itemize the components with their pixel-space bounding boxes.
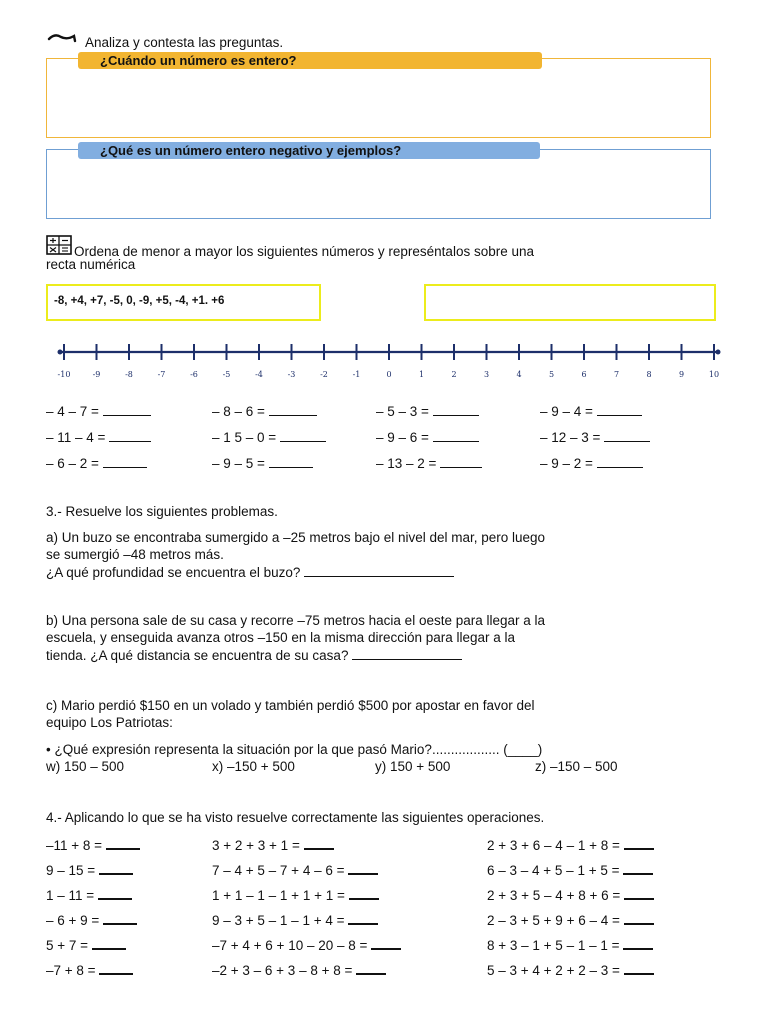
exercise-expression: – 12 – 3 = bbox=[540, 430, 605, 445]
number-line-label: 9 bbox=[678, 370, 685, 379]
exercise-item bbox=[540, 403, 642, 419]
operation-item bbox=[46, 911, 137, 928]
exercise-expression: – 4 – 7 = bbox=[46, 404, 103, 419]
number-line-label: -6 bbox=[190, 370, 198, 379]
exercise-item bbox=[376, 429, 479, 445]
section2-instruction-line1: Ordena de menor a mayor los siguientes números y represéntalos sobre una bbox=[74, 244, 534, 259]
answer-blank[interactable] bbox=[348, 861, 378, 875]
problem-b-line2: escuela, y enseguida avanza otros –150 en la misma dirección para llegar a la bbox=[46, 630, 516, 645]
problem-c-question: • ¿Qué expresión representa la situación por la que pasó Mario?.................. (____) bbox=[46, 742, 543, 757]
answer-blank[interactable] bbox=[98, 886, 132, 900]
number-line-label: -9 bbox=[92, 370, 101, 379]
operation-expression: –7 + 8 = bbox=[46, 963, 100, 978]
question-tab-q2: ¿Qué es un número entero negativo y ejemplos? bbox=[78, 142, 540, 159]
number-line-label: 0 bbox=[386, 370, 392, 379]
operation-item bbox=[212, 961, 386, 978]
exercise-expression: – 11 – 4 = bbox=[46, 430, 110, 445]
problem-b-line1: b) Una persona sale de su casa y recorre –75 metros hacia el oeste para llegar a la bbox=[46, 613, 546, 628]
exercise-expression: – 8 – 6 = bbox=[212, 404, 269, 419]
answer-blank[interactable] bbox=[109, 429, 151, 442]
number-line-label: 6 bbox=[581, 370, 587, 379]
operation-expression: –11 + 8 = bbox=[46, 838, 106, 853]
operation-expression: –7 + 4 + 6 + 10 – 20 – 8 = bbox=[212, 938, 372, 953]
number-line-label: -7 bbox=[157, 370, 166, 379]
number-line-start-dot bbox=[58, 350, 63, 355]
operation-item bbox=[212, 886, 379, 903]
operation-expression: 3 + 2 + 3 + 1 = bbox=[212, 838, 304, 853]
number-line bbox=[50, 338, 730, 388]
number-line-label: -2 bbox=[320, 370, 328, 379]
option-z[interactable]: z) –150 – 500 bbox=[535, 759, 618, 774]
answer-blank[interactable] bbox=[269, 403, 317, 416]
problem-a-line3 bbox=[46, 564, 454, 580]
option-y[interactable]: y) 150 + 500 bbox=[375, 759, 451, 774]
problem-a-question: ¿A qué profundidad se encuentra el buzo? bbox=[46, 565, 301, 580]
answer-blank[interactable] bbox=[99, 861, 133, 875]
operation-expression: 6 – 3 – 4 + 5 – 1 + 5 = bbox=[487, 863, 624, 878]
operation-expression: 2 + 3 + 6 – 4 – 1 + 8 = bbox=[487, 838, 624, 853]
operation-item bbox=[487, 961, 654, 978]
problem-c-line1: c) Mario perdió $150 en un volado y también perdió $500 por apostar en favor del bbox=[46, 698, 535, 713]
answer-blank[interactable] bbox=[623, 861, 653, 875]
operation-expression: 1 + 1 – 1 – 1 + 1 + 1 = bbox=[212, 888, 349, 903]
answer-blank[interactable] bbox=[349, 886, 379, 900]
problem-b-line3 bbox=[46, 647, 462, 663]
section2-instruction-line2: recta numérica bbox=[46, 257, 136, 272]
exercise-item bbox=[46, 403, 151, 419]
exercise-expression: – 1 5 – 0 = bbox=[212, 430, 280, 445]
problem-c-line2: equipo Los Patriotas: bbox=[46, 715, 173, 730]
exercise-item bbox=[212, 455, 313, 471]
answer-box-q2[interactable] bbox=[46, 149, 711, 219]
operation-item bbox=[487, 836, 654, 853]
exercise-expression: – 13 – 2 = bbox=[376, 456, 441, 471]
answer-blank-a[interactable] bbox=[304, 564, 454, 577]
number-line-label: 8 bbox=[646, 370, 652, 379]
number-line-label: -5 bbox=[222, 370, 231, 379]
number-line-end-dot bbox=[716, 350, 721, 355]
operation-expression: 8 + 3 – 1 + 5 – 1 – 1 = bbox=[487, 938, 624, 953]
answer-box-q1[interactable] bbox=[46, 58, 711, 138]
answer-blank[interactable] bbox=[99, 961, 133, 975]
operation-item bbox=[487, 936, 653, 953]
answer-blank[interactable] bbox=[433, 429, 479, 442]
operation-expression: 2 + 3 + 5 – 4 + 8 + 6 = bbox=[487, 888, 624, 903]
exercise-expression: – 9 – 6 = bbox=[376, 430, 433, 445]
operation-expression: –2 + 3 – 6 + 3 – 8 + 8 = bbox=[212, 963, 357, 978]
section3-title: 3.- Resuelve los siguientes problemas. bbox=[46, 504, 278, 519]
exercise-item bbox=[212, 429, 326, 445]
ordered-answer-box[interactable] bbox=[424, 284, 716, 321]
answer-blank[interactable] bbox=[92, 936, 126, 950]
number-line-label: -10 bbox=[57, 370, 71, 379]
operation-item bbox=[212, 836, 334, 853]
pencil-stroke-icon bbox=[47, 32, 77, 44]
number-line-label: -1 bbox=[352, 370, 361, 379]
operation-expression: 1 – 11 = bbox=[46, 888, 98, 903]
number-line-label: -3 bbox=[287, 370, 296, 379]
answer-blank-b[interactable] bbox=[352, 647, 462, 660]
operation-expression: 7 – 4 + 5 – 7 + 4 – 6 = bbox=[212, 863, 349, 878]
answer-blank[interactable] bbox=[597, 455, 643, 468]
operation-item bbox=[46, 836, 140, 853]
number-line-label: 4 bbox=[516, 370, 522, 379]
number-line-label: 1 bbox=[418, 370, 425, 379]
answer-blank[interactable] bbox=[623, 936, 653, 950]
answer-blank[interactable] bbox=[356, 961, 386, 975]
number-line-label: 10 bbox=[708, 370, 720, 379]
number-line-label: -4 bbox=[255, 370, 263, 379]
operation-expression: – 6 + 9 = bbox=[46, 913, 104, 928]
answer-blank[interactable] bbox=[440, 455, 482, 468]
exercise-expression: – 9 – 5 = bbox=[212, 456, 269, 471]
operation-item bbox=[212, 861, 378, 878]
number-line-label: 3 bbox=[483, 370, 490, 379]
number-line-label: -8 bbox=[125, 370, 133, 379]
option-w[interactable]: w) 150 – 500 bbox=[46, 759, 125, 774]
operation-item bbox=[487, 861, 653, 878]
answer-blank[interactable] bbox=[348, 911, 378, 925]
operation-expression: 9 – 15 = bbox=[46, 863, 99, 878]
calculator-icon bbox=[46, 235, 72, 255]
problem-b-question: tienda. ¿A qué distancia se encuentra de su casa? bbox=[46, 648, 349, 663]
numbers-box bbox=[46, 284, 321, 321]
exercise-item bbox=[376, 403, 479, 419]
problem-a-line1: a) Un buzo se encontraba sumergido a –25 metros bajo el nivel del mar, pero luego bbox=[46, 530, 546, 545]
answer-blank[interactable] bbox=[597, 403, 642, 416]
answer-blank[interactable] bbox=[106, 836, 140, 850]
operation-item bbox=[212, 936, 401, 953]
exercise-expression: – 6 – 2 = bbox=[46, 456, 103, 471]
problem-a-line2: se sumergió –48 metros más. bbox=[46, 547, 224, 562]
number-line-label: 5 bbox=[548, 370, 555, 379]
option-x[interactable]: x) –150 + 500 bbox=[212, 759, 295, 774]
numbers-list: -8, +4, +7, -5, 0, -9, +5, -4, +1. +6 bbox=[54, 295, 225, 307]
exercise-item bbox=[46, 455, 147, 471]
number-line-label: 2 bbox=[451, 370, 457, 379]
exercise-item bbox=[540, 455, 643, 471]
answer-blank[interactable] bbox=[433, 403, 479, 416]
answer-blank[interactable] bbox=[371, 936, 401, 950]
section4-title: 4.- Aplicando lo que se ha visto resuelve correctamente las siguientes operaciones. bbox=[46, 810, 545, 825]
operation-expression: 5 + 7 = bbox=[46, 938, 92, 953]
operation-item bbox=[46, 961, 133, 978]
operation-item bbox=[487, 886, 654, 903]
answer-blank[interactable] bbox=[604, 429, 650, 442]
exercise-expression: – 5 – 3 = bbox=[376, 404, 433, 419]
answer-blank[interactable] bbox=[624, 911, 654, 925]
operation-item bbox=[487, 911, 654, 928]
operation-item bbox=[46, 936, 126, 953]
operation-item bbox=[46, 886, 132, 903]
answer-blank[interactable] bbox=[269, 455, 313, 468]
operation-item bbox=[46, 861, 133, 878]
exercise-item bbox=[46, 429, 151, 445]
answer-blank[interactable] bbox=[103, 911, 137, 925]
answer-blank[interactable] bbox=[624, 886, 654, 900]
answer-blank[interactable] bbox=[103, 455, 147, 468]
answer-blank[interactable] bbox=[103, 403, 151, 416]
exercise-item bbox=[376, 455, 482, 471]
exercise-item bbox=[212, 403, 317, 419]
answer-blank[interactable] bbox=[304, 836, 334, 850]
operation-expression: 2 – 3 + 5 + 9 + 6 – 4 = bbox=[487, 913, 624, 928]
operation-item bbox=[212, 911, 378, 928]
answer-blank[interactable] bbox=[280, 429, 326, 442]
number-line-label: 7 bbox=[613, 370, 620, 379]
exercise-expression: – 9 – 4 = bbox=[540, 404, 597, 419]
exercise-expression: – 9 – 2 = bbox=[540, 456, 597, 471]
operation-expression: 5 – 3 + 4 + 2 + 2 – 3 = bbox=[487, 963, 624, 978]
section1-instruction: Analiza y contesta las preguntas. bbox=[85, 35, 284, 50]
question-tab-q1: ¿Cuándo un número es entero? bbox=[78, 52, 542, 69]
answer-blank[interactable] bbox=[624, 836, 654, 850]
answer-blank[interactable] bbox=[624, 961, 654, 975]
exercise-item bbox=[540, 429, 650, 445]
operation-expression: 9 – 3 + 5 – 1 – 1 + 4 = bbox=[212, 913, 349, 928]
